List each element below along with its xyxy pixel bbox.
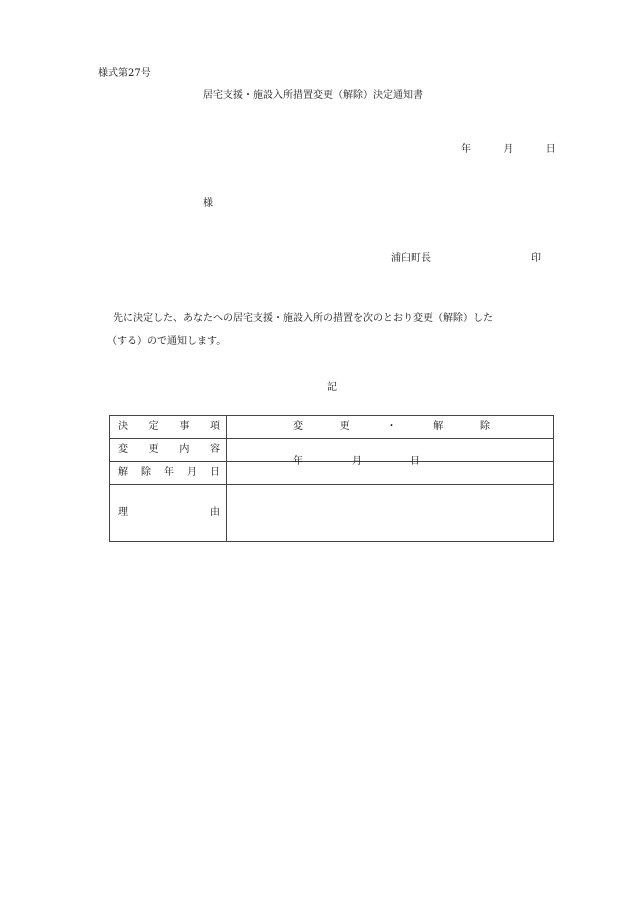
issuer-name: 浦臼町長 [391, 253, 431, 264]
addressee-suffix: 様 [203, 198, 213, 209]
decision-table [109, 415, 554, 542]
option-change-1: 変 [293, 421, 303, 432]
notice-body-line-2: （する）ので通知します。 [107, 336, 227, 347]
seal-mark: 印 [531, 253, 541, 264]
cancel-date-month: 月 [352, 456, 362, 467]
cancel-date-year: 年 [293, 456, 303, 467]
document-title: 居宅支援・施設入所措置変更（解除）決定通知書 [203, 90, 423, 101]
table-row [110, 439, 554, 462]
label-cancel-date: 解 除 年 月 日 [110, 462, 227, 485]
date-year-unit: 年 [461, 144, 471, 155]
decision-options [227, 416, 554, 439]
form-number: 様式第27号 [98, 68, 151, 79]
option-cancel-1: 解 [433, 421, 444, 432]
label-change-content: 変 更 内 容 [110, 439, 227, 462]
reason-field [227, 485, 554, 542]
label-decision-item: 決 定 事 項 [110, 416, 227, 439]
ki-heading: 記 [327, 382, 337, 393]
date-day-unit: 日 [545, 144, 556, 155]
option-cancel-2: 除 [480, 421, 490, 432]
label-reason: 理 由 [110, 485, 227, 542]
notice-body-line-1: 先に決定した、あなたへの居宅支援・施設入所の措置を次のとおり変更（解除）した [113, 313, 493, 324]
change-content-field [227, 439, 554, 462]
cancel-date-day: 日 [410, 456, 420, 467]
notice-body [107, 307, 565, 353]
option-change-2: 更 [339, 421, 350, 432]
date-month-unit: 月 [503, 144, 514, 155]
issue-date [461, 145, 556, 155]
table-row [110, 462, 554, 485]
table-row [110, 416, 554, 439]
cancel-date-field [227, 456, 554, 485]
table-row [110, 485, 554, 542]
option-separator: ・ [386, 421, 397, 432]
